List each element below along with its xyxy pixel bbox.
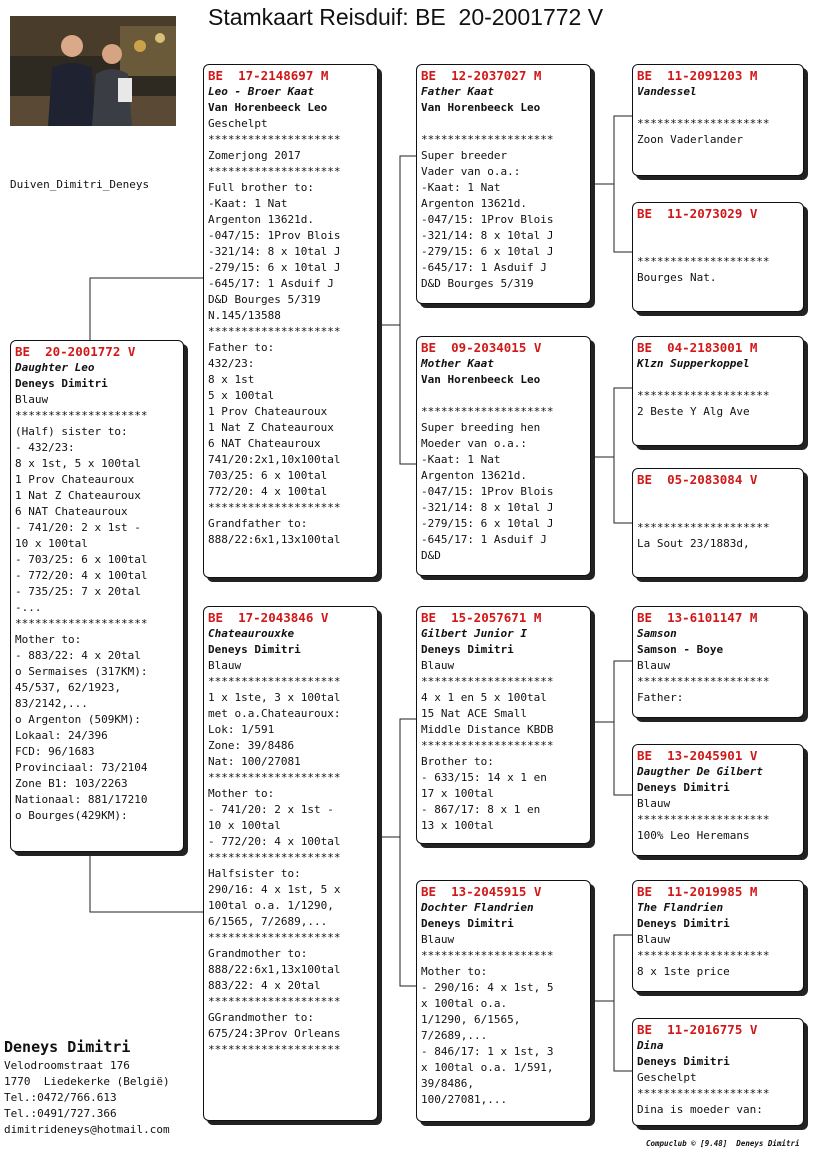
note-line: 100tal o.a. 1/1290, [208, 899, 334, 912]
note-line: -047/15: 1Prov Blois [421, 485, 554, 498]
note-line: - 290/16: 4 x 1st, 5 [421, 981, 554, 994]
note-line: -321/14: 8 x 10tal J [208, 245, 341, 258]
note-line: x 100tal o.a. 1/591, [421, 1061, 554, 1074]
note-line: -321/14: 8 x 10tal J [421, 501, 554, 514]
pedigree-card-fff[interactable] [632, 64, 804, 176]
note-line: - 741/20: 2 x 1st - [208, 803, 334, 816]
note-line: - 846/17: 1 x 1st, 3 [421, 1045, 554, 1058]
pigeon-notes [637, 372, 799, 420]
ring-number: BE 13-2045901 V [637, 748, 758, 763]
address-line: Velodroomstraat 176 [4, 1059, 130, 1072]
note-line [637, 100, 799, 116]
note-line: ******************** [637, 813, 770, 826]
note-line: 17 x 100tal [421, 787, 494, 800]
pigeon-notes [421, 932, 586, 1108]
pedigree-card-father-father[interactable] [416, 64, 591, 304]
pigeon-name: Dochter Flandrien [421, 901, 534, 914]
pedigree-card-mother-mother[interactable] [416, 880, 591, 1122]
pigeon-notes [637, 658, 799, 706]
note-line: 1 x 1ste, 3 x 100tal [208, 691, 341, 704]
note-line: 10 x 100tal [15, 537, 88, 550]
note-line: ******************** [637, 675, 770, 688]
ring-number: BE 13-2045915 V [421, 884, 542, 899]
note-line: ******************** [208, 931, 341, 944]
note-line: 772/20: 4 x 100tal [208, 485, 328, 498]
note-line: Lokaal: 24/396 [15, 729, 108, 742]
note-line: 703/25: 6 x 100tal [208, 469, 328, 482]
note-line: met o.a.Chateauroux: [208, 707, 341, 720]
note-line: 39/8486, [421, 1077, 474, 1090]
note-line: D&D [421, 549, 441, 562]
note-line: Nationaal: 881/17210 [15, 793, 148, 806]
pigeon-owner: Deneys Dimitri [637, 781, 730, 794]
pigeon-name: Gilbert Junior I [421, 627, 527, 640]
note-line: 290/16: 4 x 1st, 5 x [208, 883, 341, 896]
note-line [637, 222, 799, 238]
address-line: 1770 Liedekerke (België) [4, 1075, 170, 1088]
note-line: Father: [637, 691, 684, 704]
ring-number: BE 11-2091203 M [637, 68, 758, 83]
note-line: ******************** [421, 739, 554, 752]
note-line: Argenton 13621d. [421, 197, 527, 210]
ring-number: BE 05-2083084 V [637, 472, 758, 487]
note-line: ******************** [637, 389, 770, 402]
note-line: Mother to: [421, 965, 488, 978]
note-line: -645/17: 1 Asduif J [208, 277, 334, 290]
note-line: Super breeder [421, 149, 508, 162]
note-line: Blauw [15, 393, 49, 406]
note-line: Full brother to: [208, 181, 314, 194]
note-line: 6 NAT Chateauroux [15, 505, 128, 518]
note-line: -279/15: 6 x 10tal J [421, 517, 554, 530]
note-line: Vader van o.a.: [421, 165, 521, 178]
note-line: Grandfather to: [208, 517, 308, 530]
note-line: Halfsister to: [208, 867, 301, 880]
note-line: ******************** [637, 521, 770, 534]
note-line: Lok: 1/591 [208, 723, 275, 736]
pigeon-name: Leo - Broer Kaat [208, 85, 314, 98]
note-line: Zoon Vaderlander [637, 133, 743, 146]
page-title: Stamkaart Reisduif: BE 20-2001772 V [208, 4, 604, 30]
pigeon-notes [421, 116, 586, 292]
pigeon-name: Daugther De Gilbert [637, 765, 763, 778]
note-line: ******************** [421, 675, 554, 688]
ring-number: BE 20-2001772 V [15, 344, 136, 359]
note-line: Bourges Nat. [637, 271, 717, 284]
owner-address [4, 1036, 170, 1138]
note-line: -645/17: 1 Asduif J [421, 533, 547, 546]
pigeon-owner: Van Horenbeeck Leo [421, 101, 541, 114]
note-line: 45/537, 62/1923, [15, 681, 121, 694]
ring-number: BE 11-2019985 M [637, 884, 758, 899]
note-line: GGrandmother to: [208, 1011, 314, 1024]
note-line: Blauw [421, 659, 455, 672]
note-line: Blauw [637, 659, 671, 672]
note-line: Zomerjong 2017 [208, 149, 301, 162]
note-line: ******************** [421, 405, 554, 418]
pigeon-notes [637, 222, 799, 286]
note-line: Geschelpt [637, 1071, 697, 1084]
note-line: -321/14: 8 x 10tal J [421, 229, 554, 242]
note-line: x 100tal o.a. [421, 997, 508, 1010]
note-line: 888/22:6x1,13x100tal [208, 533, 341, 546]
pigeon-name: Father Kaat [421, 85, 494, 98]
note-line: Zone: 39/8486 [208, 739, 295, 752]
pigeon-notes [15, 392, 179, 824]
note-line: ******************** [15, 617, 148, 630]
note-line: -279/15: 6 x 10tal J [208, 261, 341, 274]
note-line: 741/20:2x1,10x100tal [208, 453, 341, 466]
note-line: Dina is moeder van: [637, 1103, 763, 1116]
note-line: Argenton 13621d. [208, 213, 314, 226]
note-line: ******************** [208, 771, 341, 784]
note-line: Blauw [421, 933, 455, 946]
note-line: FCD: 96/1683 [15, 745, 95, 758]
note-line: 432/23: [208, 357, 255, 370]
note-line: Moeder van o.a.: [421, 437, 527, 450]
note-line: 100/27081,... [421, 1093, 508, 1106]
pigeon-notes [208, 658, 373, 1058]
note-line: 5 x 100tal [208, 389, 275, 402]
pedigree-card-mmf[interactable] [632, 880, 804, 992]
pedigree-card-mother-father[interactable] [416, 606, 591, 844]
owner-name: Deneys Dimitri [4, 1038, 131, 1056]
note-line: D&D Bourges 5/319 [208, 293, 321, 306]
ring-number: BE 13-6101147 M [637, 610, 758, 625]
pedigree-card-ffm[interactable] [632, 202, 804, 312]
note-line: ******************** [208, 165, 341, 178]
note-line: N.145/13588 [208, 309, 281, 322]
note-line: ******************** [208, 501, 341, 514]
pigeon-notes [637, 488, 799, 552]
note-line [637, 504, 799, 520]
pigeon-notes [637, 100, 799, 148]
note-line [637, 372, 799, 388]
pigeon-owner: Samson - Boye [637, 643, 724, 656]
note-line: Blauw [208, 659, 242, 672]
pigeon-name: The Flandrien [637, 901, 724, 914]
pedigree-card-father-mother[interactable] [416, 336, 591, 576]
note-line: 8 x 1st, 5 x 100tal [15, 457, 141, 470]
pigeon-notes [637, 1070, 799, 1118]
note-line: La Sout 23/1883d, [637, 537, 750, 550]
pigeon-notes [637, 796, 799, 844]
note-line: - 883/22: 4 x 20tal [15, 649, 141, 662]
ring-number: BE 04-2183001 M [637, 340, 758, 355]
ring-number: BE 11-2073029 V [637, 206, 758, 221]
note-line: 1/1290, 6/1565, [421, 1013, 521, 1026]
note-line: Provinciaal: 73/2104 [15, 761, 148, 774]
pigeon-owner: Deneys Dimitri [208, 643, 301, 656]
note-line: -047/15: 1Prov Blois [208, 229, 341, 242]
pigeon-notes [421, 388, 586, 564]
note-line: 883/22: 4 x 20tal [208, 979, 321, 992]
note-line: Blauw [637, 933, 671, 946]
pigeon-owner: Deneys Dimitri [421, 917, 514, 930]
pedigree-card-father[interactable] [203, 64, 378, 578]
note-line: 6/1565, 7/2689,... [208, 915, 328, 928]
pigeon-name: Klzn Supperkoppel [637, 357, 750, 370]
note-line: Blauw [637, 797, 671, 810]
pedigree-card-mff[interactable] [632, 606, 804, 718]
pigeon-name: Chateaurouxke [208, 627, 295, 640]
note-line: o Sermaises (317KM): [15, 665, 148, 678]
note-line: - 741/20: 2 x 1st - [15, 521, 141, 534]
note-line: - 633/15: 14 x 1 en [421, 771, 547, 784]
note-line: ******************** [637, 949, 770, 962]
note-line: 1 Prov Chateauroux [208, 405, 328, 418]
note-line: 83/2142,... [15, 697, 88, 710]
note-line: 1 Nat Z Chateauroux [15, 489, 141, 502]
note-line: - 432/23: [15, 441, 75, 454]
ring-number: BE 15-2057671 M [421, 610, 542, 625]
note-line: ******************** [208, 133, 341, 146]
note-line: ******************** [637, 1087, 770, 1100]
note-line: 13 x 100tal [421, 819, 494, 832]
note-line: 7/2689,... [421, 1029, 488, 1042]
note-line: D&D Bourges 5/319 [421, 277, 534, 290]
ring-number: BE 12-2037027 M [421, 68, 542, 83]
pigeon-name: Vandessel [637, 85, 697, 98]
note-line [421, 388, 586, 404]
note-line: ******************** [208, 995, 341, 1008]
phone-line: Tel.:0472/766.613 [4, 1091, 117, 1104]
footer-credit: Compuclub © [9.48] Deneys Dimitri [646, 1139, 800, 1148]
pigeon-name: Dina [637, 1039, 664, 1052]
ring-number: BE 11-2016775 V [637, 1022, 758, 1037]
note-line: 8 x 1ste price [637, 965, 730, 978]
owner-photo [10, 16, 176, 126]
note-line [421, 116, 586, 132]
note-line: ******************** [637, 255, 770, 268]
phone-line: Tel.:0491/727.366 [4, 1107, 117, 1120]
note-line: - 772/20: 4 x 100tal [208, 835, 341, 848]
pigeon-owner: Van Horenbeeck Leo [421, 373, 541, 386]
pigeon-name: Samson [637, 627, 677, 640]
pigeon-owner: Deneys Dimitri [637, 917, 730, 930]
note-line: -Kaat: 1 Nat [421, 453, 501, 466]
pedigree-card-mfm[interactable] [632, 744, 804, 856]
note-line: Geschelpt [208, 117, 268, 130]
note-line: 15 Nat ACE Small [421, 707, 527, 720]
note-line: 2 Beste Y Alg Ave [637, 405, 750, 418]
ring-number: BE 17-2043846 V [208, 610, 329, 625]
note-line: ******************** [208, 1043, 341, 1056]
pedigree-card-fmm[interactable] [632, 468, 804, 578]
note-line: o Argenton (509KM): [15, 713, 141, 726]
note-line: 10 x 100tal [208, 819, 281, 832]
pigeon-notes [208, 116, 373, 548]
note-line: - 772/20: 4 x 100tal [15, 569, 148, 582]
note-line: Nat: 100/27081 [208, 755, 301, 768]
pigeon-name: Mother Kaat [421, 357, 494, 370]
note-line: ******************** [637, 117, 770, 130]
pigeon-owner: Deneys Dimitri [15, 377, 108, 390]
note-line: 1 Nat Z Chateauroux [208, 421, 334, 434]
note-line [637, 488, 799, 504]
note-line: 675/24:3Prov Orleans [208, 1027, 341, 1040]
note-line: 8 x 1st [208, 373, 255, 386]
note-line: 6 NAT Chateauroux [208, 437, 321, 450]
note-line: -... [15, 601, 42, 614]
note-line: - 867/17: 8 x 1 en [421, 803, 541, 816]
pigeon-owner: Deneys Dimitri [421, 643, 514, 656]
note-line: -279/15: 6 x 10tal J [421, 245, 554, 258]
note-line: 888/22:6x1,13x100tal [208, 963, 341, 976]
note-line: Father to: [208, 341, 275, 354]
note-line: ******************** [15, 409, 148, 422]
note-line: ******************** [208, 851, 341, 864]
pigeon-owner: Van Horenbeeck Leo [208, 101, 328, 114]
note-line: -Kaat: 1 Nat [421, 181, 501, 194]
note-line: -047/15: 1Prov Blois [421, 213, 554, 226]
email-link[interactable]: dimitrideneys@hotmail.com [4, 1123, 170, 1136]
note-line: Middle Distance KBDB [421, 723, 554, 736]
note-line: Argenton 13621d. [421, 469, 527, 482]
pedigree-card-subject[interactable] [10, 340, 184, 852]
pedigree-card-mmm[interactable] [632, 1018, 804, 1126]
pigeon-name: Daughter Leo [15, 361, 95, 374]
note-line: ******************** [208, 675, 341, 688]
note-line: Mother to: [15, 633, 82, 646]
note-line: ******************** [421, 133, 554, 146]
note-line: -Kaat: 1 Nat [208, 197, 288, 210]
note-line: Mother to: [208, 787, 275, 800]
note-line: - 735/25: 7 x 20tal [15, 585, 141, 598]
note-line: - 703/25: 6 x 100tal [15, 553, 148, 566]
note-line: 4 x 1 en 5 x 100tal [421, 691, 547, 704]
note-line: (Half) sister to: [15, 425, 128, 438]
ring-number: BE 17-2148697 M [208, 68, 329, 83]
pigeon-notes [637, 932, 799, 980]
pigeon-owner: Deneys Dimitri [637, 1055, 730, 1068]
note-line: Super breeding hen [421, 421, 541, 434]
note-line: Grandmother to: [208, 947, 308, 960]
note-line [637, 238, 799, 254]
pedigree-card-mother[interactable] [203, 606, 378, 1121]
ring-number: BE 09-2034015 V [421, 340, 542, 355]
pigeon-notes [421, 658, 586, 834]
note-line: ******************** [208, 325, 341, 338]
note-line: 100% Leo Heremans [637, 829, 750, 842]
note-line: Zone B1: 103/2263 [15, 777, 128, 790]
pedigree-card-fmf[interactable] [632, 336, 804, 446]
owner-tag: Duiven_Dimitri_Deneys [10, 178, 150, 191]
note-line: -645/17: 1 Asduif J [421, 261, 547, 274]
note-line: ******************** [421, 949, 554, 962]
note-line: Brother to: [421, 755, 494, 768]
note-line: o Bourges(429KM): [15, 809, 128, 822]
note-line: 1 Prov Chateauroux [15, 473, 135, 486]
